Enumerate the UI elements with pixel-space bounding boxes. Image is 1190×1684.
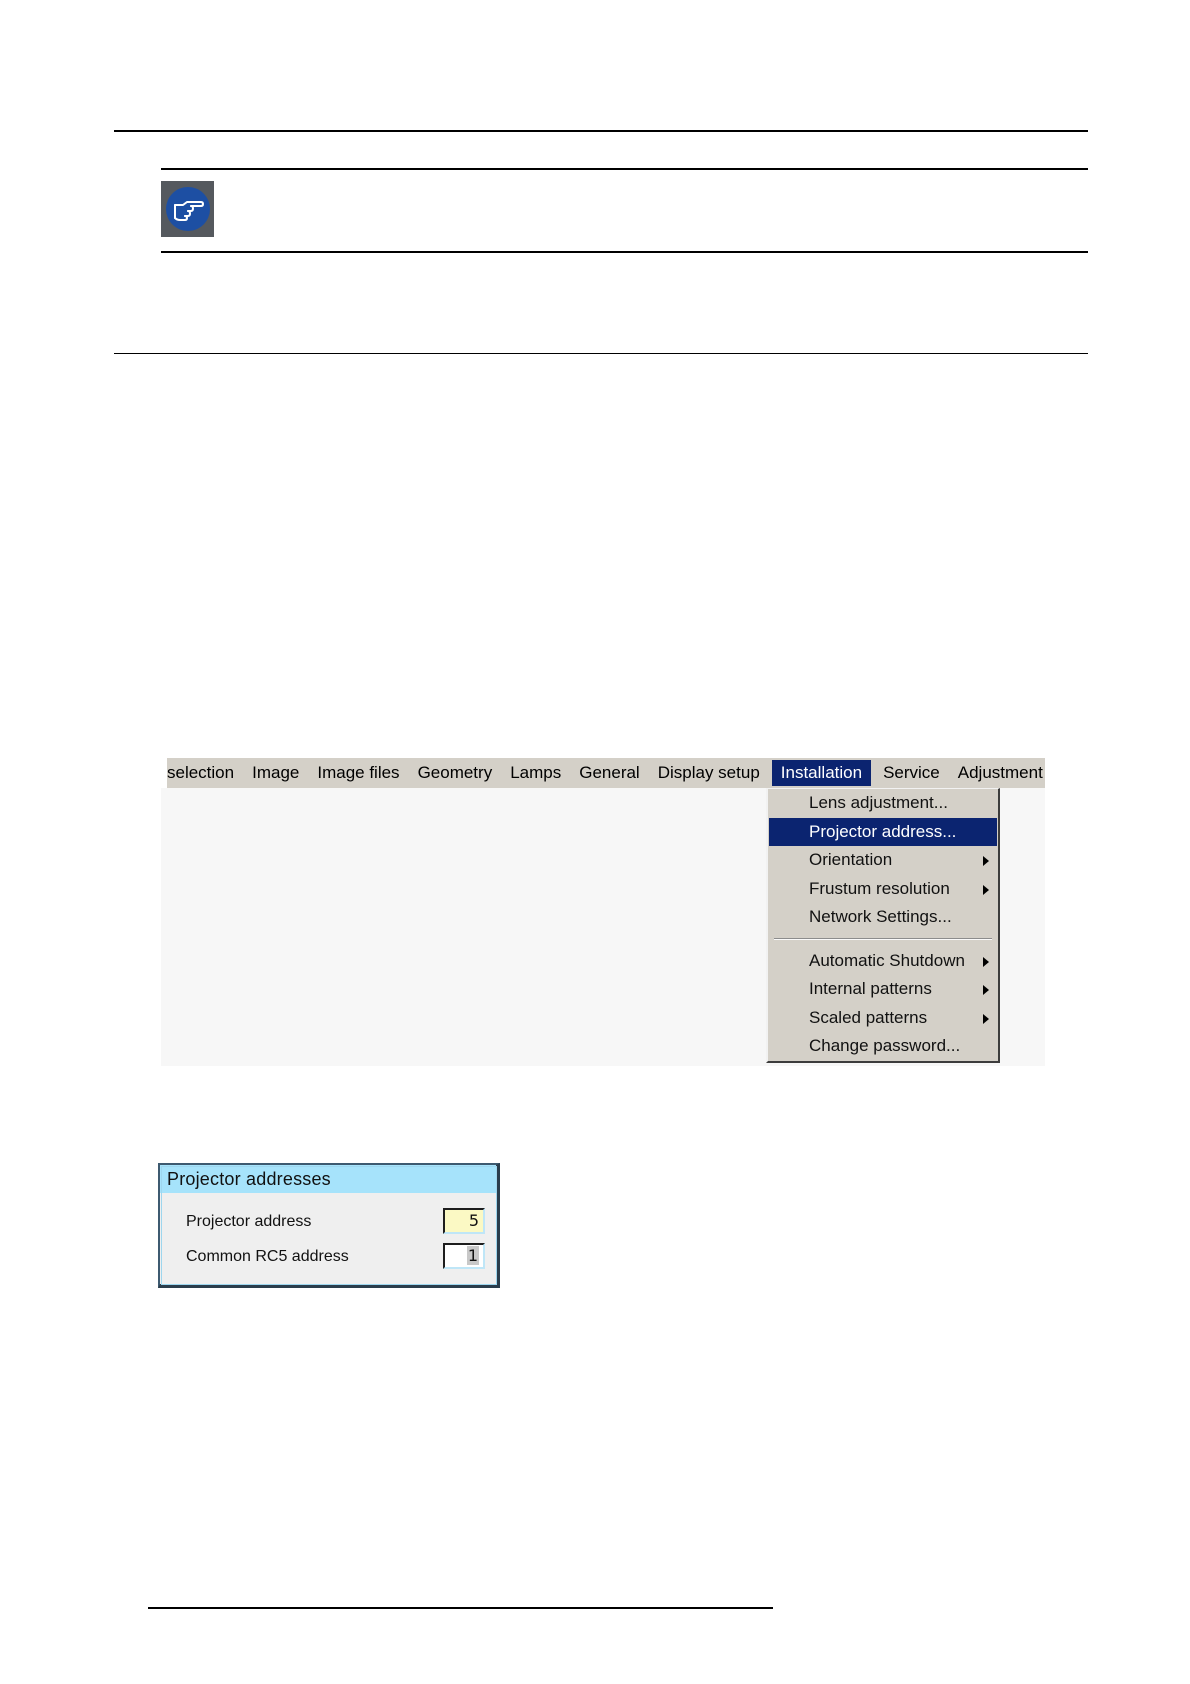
- menu-orientation-label: Orientation: [809, 850, 893, 869]
- menu-frustum-resolution[interactable]: [769, 875, 997, 904]
- submenu-arrow-icon: [983, 985, 989, 995]
- header-rule: [114, 130, 1088, 132]
- menu-scaled-patterns[interactable]: [769, 1004, 997, 1033]
- menu-change-password[interactable]: Change password...: [809, 1036, 961, 1055]
- menu-separator: [768, 932, 998, 947]
- section-rule: [114, 353, 1088, 354]
- projector-addresses-dialog: [158, 1163, 500, 1288]
- menu-lens-adjustment[interactable]: Lens adjustment...: [809, 793, 948, 812]
- menu-item-lamps[interactable]: Lamps: [510, 763, 562, 782]
- submenu-arrow-icon: [983, 957, 989, 967]
- projector-address-label: Projector address: [186, 1213, 312, 1230]
- submenu-arrow-icon: [983, 1014, 989, 1024]
- common-rc5-address-field[interactable]: [443, 1243, 485, 1269]
- submenu-arrow-icon: [983, 856, 989, 866]
- menu-automatic-shutdown-label: Automatic Shutdown: [809, 950, 965, 970]
- menu-item-service[interactable]: Service: [883, 763, 940, 782]
- installation-dropdown: [766, 788, 1000, 1063]
- note-bottom-rule: [161, 251, 1088, 253]
- footer-rule: [148, 1607, 773, 1609]
- menu-item-image-files[interactable]: Image files: [317, 763, 400, 782]
- menu-internal-patterns-label: Internal patterns: [809, 979, 932, 998]
- submenu-arrow-icon: [983, 885, 989, 895]
- common-rc5-address-value: 1: [467, 1246, 478, 1265]
- menu-projector-address[interactable]: Projector address...: [769, 818, 997, 847]
- menu-item-display-setup[interactable]: Display setup: [657, 763, 760, 782]
- menu-item-selection[interactable]: selection: [167, 763, 235, 782]
- menu-item-geometry[interactable]: Geometry: [417, 763, 493, 782]
- menu-network-settings[interactable]: Network Settings...: [809, 907, 952, 926]
- menu-screenshot: [161, 758, 1045, 1066]
- dialog-title: Projector addresses: [160, 1165, 496, 1193]
- menubar: [167, 758, 1045, 788]
- menu-item-installation[interactable]: Installation: [772, 760, 871, 786]
- projector-address-field[interactable]: 5: [443, 1208, 485, 1234]
- menu-frustum-resolution-label: Frustum resolution: [809, 878, 950, 898]
- menu-item-general[interactable]: General: [579, 763, 640, 782]
- common-rc5-address-label: Common RC5 address: [186, 1248, 349, 1265]
- pointing-hand-icon: [166, 187, 210, 231]
- menu-orientation[interactable]: [769, 846, 997, 875]
- menu-scaled-patterns-label: Scaled patterns: [809, 1007, 928, 1027]
- note-top-rule: [161, 168, 1088, 170]
- note-icon: [161, 181, 214, 237]
- menu-internal-patterns[interactable]: [769, 975, 997, 1004]
- menu-item-adjustment[interactable]: Adjustment: [957, 763, 1043, 782]
- menu-item-image[interactable]: Image: [252, 763, 300, 782]
- menu-automatic-shutdown[interactable]: [769, 947, 997, 976]
